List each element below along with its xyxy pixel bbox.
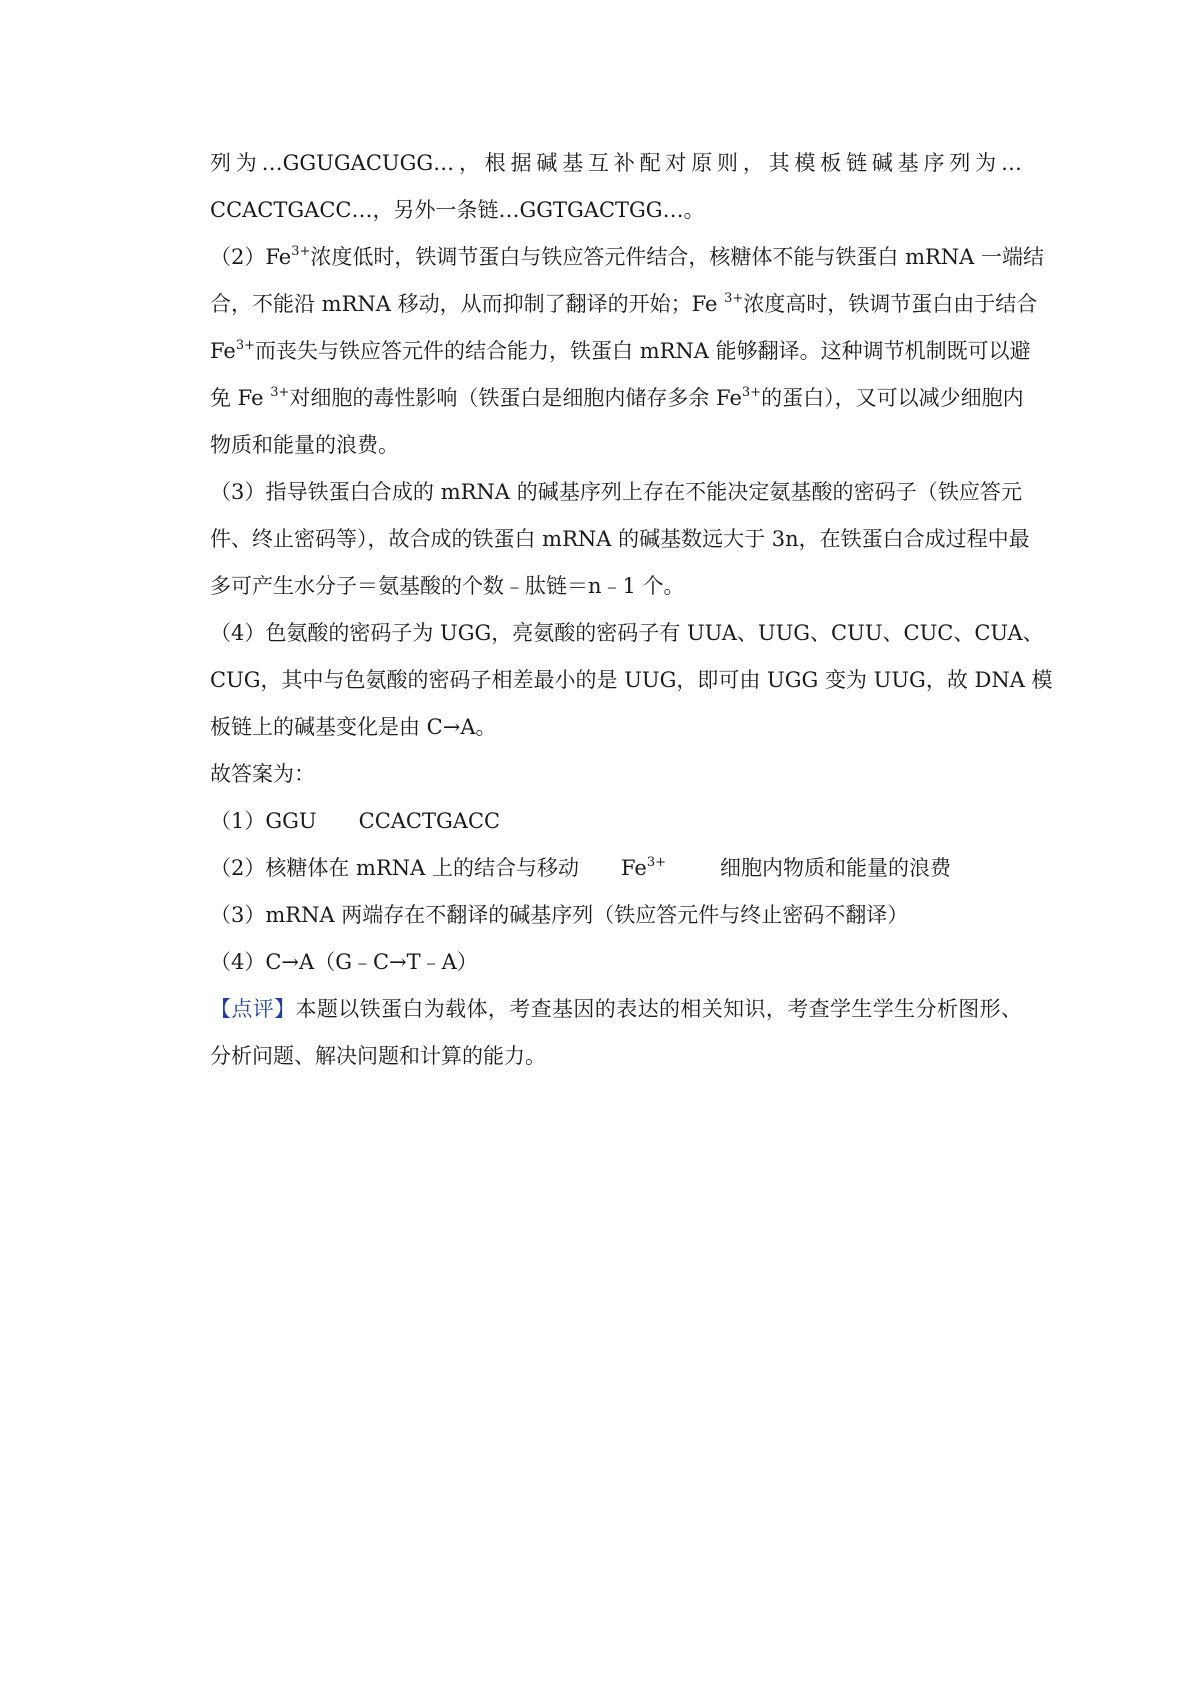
analysis-p4-line1: （4）色氨酸的密码子为 UGG，亮氨酸的密码子有 UUA、UUG、CUU、CUC、CUA、 [210,621,1044,645]
text-segment: 的蛋白），又可以减少细胞内 [761,386,1024,410]
text-segment: 合，不能沿 mRNA 移动，从而抑制了翻译的开始；Fe [210,292,725,316]
answer-1 [210,798,1022,845]
analysis-p2-line3 [210,328,1031,375]
analysis-p2-line2 [210,281,1038,328]
answer-2-fe: Fe [620,856,647,880]
text-segment: 免 Fe [210,386,271,410]
analysis-p3-line3: 多可产生水分子＝氨基酸的个数﹣肽链＝n﹣1 个。 [210,574,685,598]
comment-text: 本题以铁蛋白为载体，考查基因的表达的相关知识，考查学生学生分析图形、 [295,997,1022,1021]
superscript: 3+ [291,244,311,259]
superscript: 3+ [724,291,744,306]
answer-2 [210,845,1022,892]
answer-3: （3）mRNA 两端存在不翻译的碱基序列（铁应答元件与终止密码不翻译） [210,903,909,927]
analysis-p3-line1: （3）指导铁蛋白合成的 mRNA 的碱基序列上存在不能决定氨基酸的密码子（铁应答元 [210,480,1022,504]
superscript: 3+ [646,855,667,870]
comment-tag: 【点评】 [210,997,296,1021]
comment-line1 [210,986,1022,1033]
answer-2-value: 细胞内物质和能量的浪费 [720,856,952,880]
analysis-p2-line1 [210,234,1045,281]
text-segment: （2）Fe [210,245,292,269]
answer-1-label: （1）GGU [210,809,317,833]
superscript: 3+ [270,385,290,400]
text-segment: 浓度高时，铁调节蛋白由于结合 [743,292,1038,316]
answer-4: （4）C→A（G﹣C→T﹣A） [210,950,478,974]
document-page [210,140,1053,1080]
answer-1-value: CCACTGACC [358,809,501,833]
answer-2-label: （2）核糖体在 mRNA 上的结合与移动 [210,856,579,880]
analysis-p2-line5: 物质和能量的浪费。 [210,433,399,457]
analysis-p3-line2: 件、终止密码等），故合成的铁蛋白 mRNA 的碱基数远大于 3n，在铁蛋白合成过程中最 [210,527,1030,551]
analysis-p4-line2: CUG，其中与色氨酸的密码子相差最小的是 UUG，即可由 UGG 变为 UUG，故 DNA 模 [210,668,1053,692]
text-segment: 对细胞的毒性影响（铁蛋白是细胞内储存多余 Fe [289,386,742,410]
analysis-p2-line4 [210,375,1022,422]
analysis-p1-line1: 列为…GGUGACUGG…，根据碱基互补配对原则，其模板链碱基序列为… [210,151,1022,175]
superscript: 3+ [741,385,762,400]
comment-line2: 分析问题、解决问题和计算的能力。 [210,1044,546,1068]
answers-intro: 故答案为： [210,762,315,786]
analysis-p1-line2: CCACTGACC…，另外一条链…GGTGACTGG…。 [210,198,705,222]
text-segment: 而丧失与铁应答元件的结合能力，铁蛋白 mRNA 能够翻译。这种调节机制既可以避 [255,339,1031,363]
text-segment: Fe [210,339,236,363]
text-segment: 浓度低时，铁调节蛋白与铁应答元件结合，核糖体不能与铁蛋白 mRNA 一端结 [310,245,1045,269]
superscript: 3+ [235,338,256,353]
analysis-p4-line3: 板链上的碱基变化是由 C→A。 [210,715,497,739]
